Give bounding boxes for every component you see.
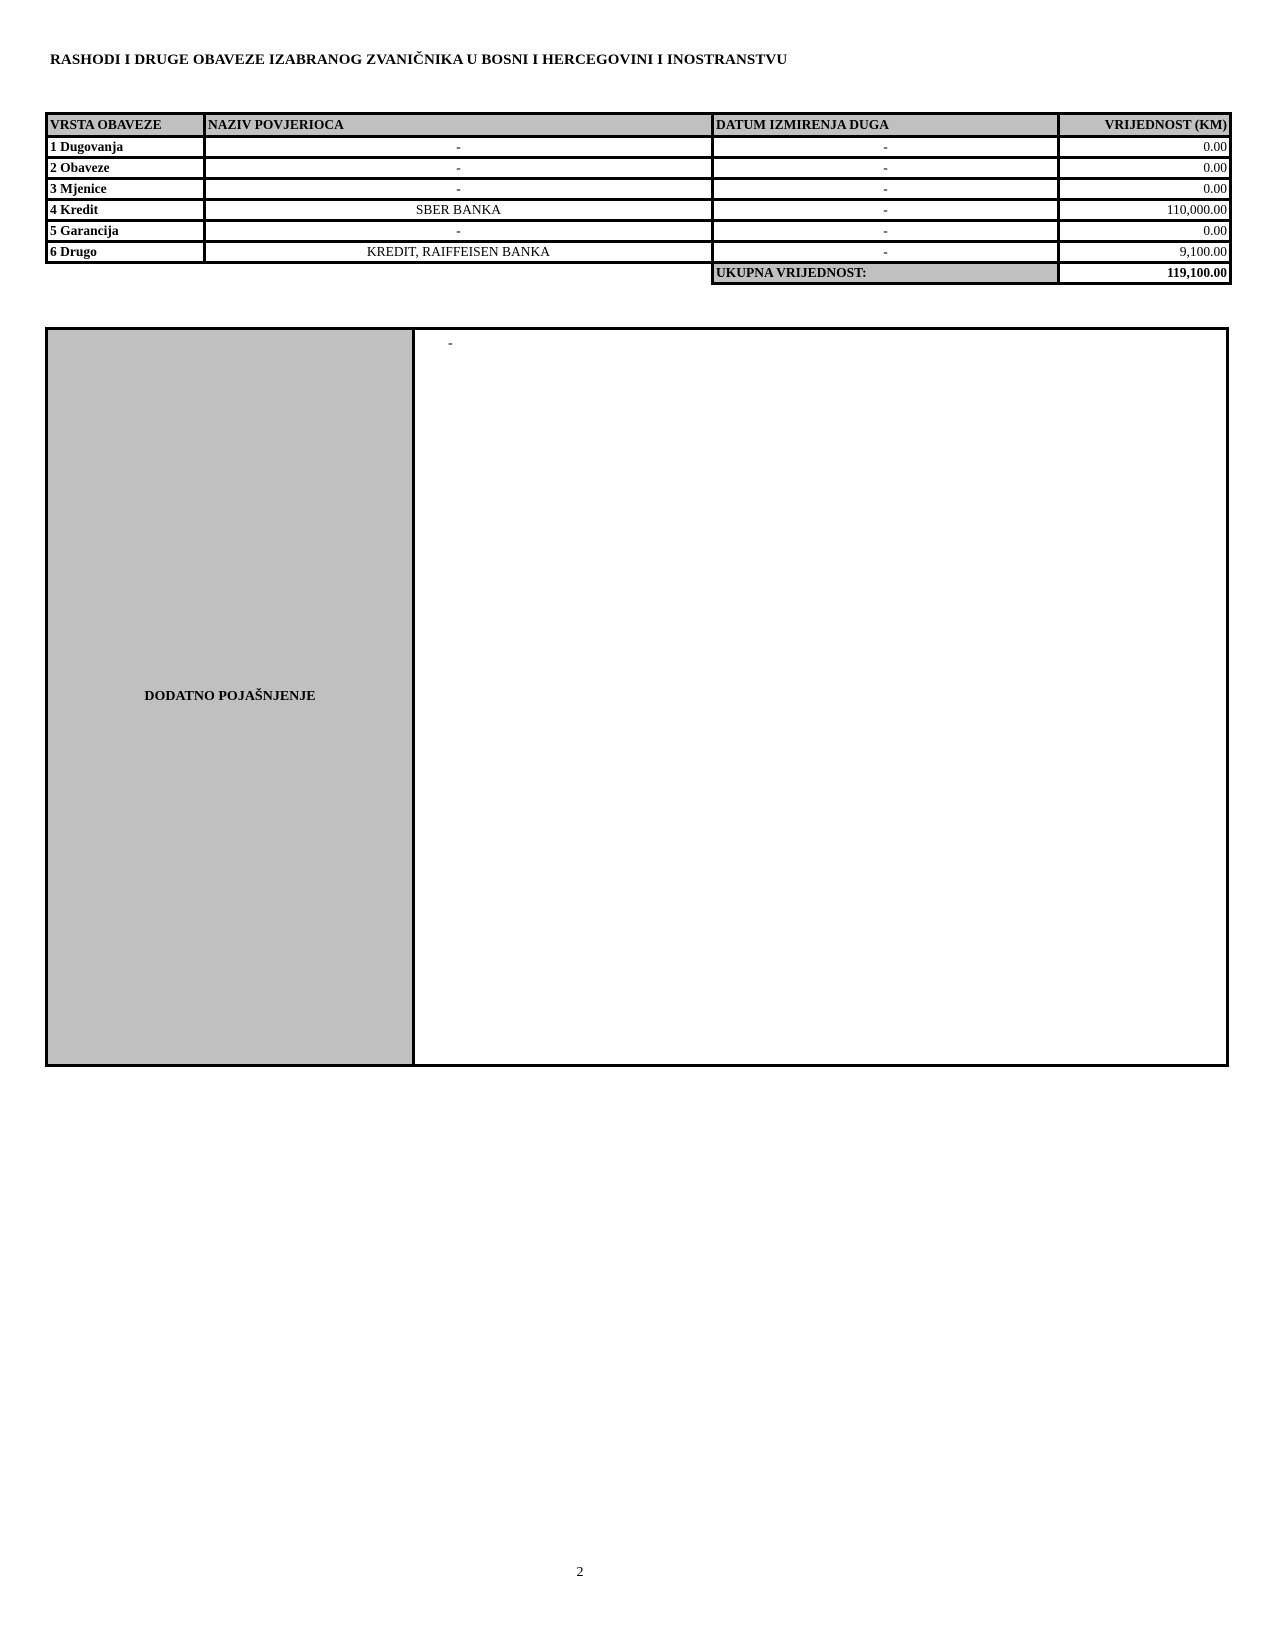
table-row xyxy=(47,158,1231,179)
obligations-table xyxy=(45,112,1232,285)
total-label: UKUPNA VRIJEDNOST: xyxy=(713,263,1059,284)
header-creditor: NAZIV POVJERIOCA xyxy=(205,114,713,137)
table-row xyxy=(47,137,1231,158)
table-row xyxy=(47,242,1231,263)
note-label: DODATNO POJAŠNJENJE xyxy=(48,330,415,1064)
header-type: VRSTA OBAVEZE xyxy=(47,114,205,137)
row-creditor: SBER BANKA xyxy=(205,200,713,221)
row-type: 5 Garancija xyxy=(47,221,205,242)
total-value: 119,100.00 xyxy=(1059,263,1231,284)
row-date: - xyxy=(713,179,1059,200)
row-date: - xyxy=(713,242,1059,263)
header-value: VRIJEDNOST (KM) xyxy=(1059,114,1231,137)
total-spacer xyxy=(205,263,713,284)
row-value: 0.00 xyxy=(1059,137,1231,158)
row-date: - xyxy=(713,221,1059,242)
row-value: 0.00 xyxy=(1059,158,1231,179)
total-spacer xyxy=(47,263,205,284)
row-value: 110,000.00 xyxy=(1059,200,1231,221)
header-date: DATUM IZMIRENJA DUGA xyxy=(713,114,1059,137)
row-value: 0.00 xyxy=(1059,221,1231,242)
row-value: 0.00 xyxy=(1059,179,1231,200)
row-creditor: - xyxy=(205,179,713,200)
row-date: - xyxy=(713,200,1059,221)
total-row xyxy=(47,263,1231,284)
row-type: 4 Kredit xyxy=(47,200,205,221)
row-value: 9,100.00 xyxy=(1059,242,1231,263)
additional-explanation-box xyxy=(45,327,1229,1067)
page-number: 2 xyxy=(576,1565,584,1580)
row-type: 1 Dugovanja xyxy=(47,137,205,158)
row-type: 3 Mjenice xyxy=(47,179,205,200)
table-row xyxy=(47,221,1231,242)
row-creditor: - xyxy=(205,137,713,158)
note-content xyxy=(415,330,1226,1064)
row-type: 6 Drugo xyxy=(47,242,205,263)
table-row xyxy=(47,179,1231,200)
note-text: - xyxy=(448,336,453,351)
row-date: - xyxy=(713,137,1059,158)
row-creditor: - xyxy=(205,221,713,242)
page-title: RASHODI I DRUGE OBAVEZE IZABRANOG ZVANIČNIKA U BOSNI I HERCEGOVINI I INOSTRANSTVU xyxy=(50,52,788,68)
row-creditor: - xyxy=(205,158,713,179)
row-type: 2 Obaveze xyxy=(47,158,205,179)
table-row xyxy=(47,200,1231,221)
row-date: - xyxy=(713,158,1059,179)
row-creditor: KREDIT, RAIFFEISEN BANKA xyxy=(205,242,713,263)
table-header-row xyxy=(47,114,1231,137)
